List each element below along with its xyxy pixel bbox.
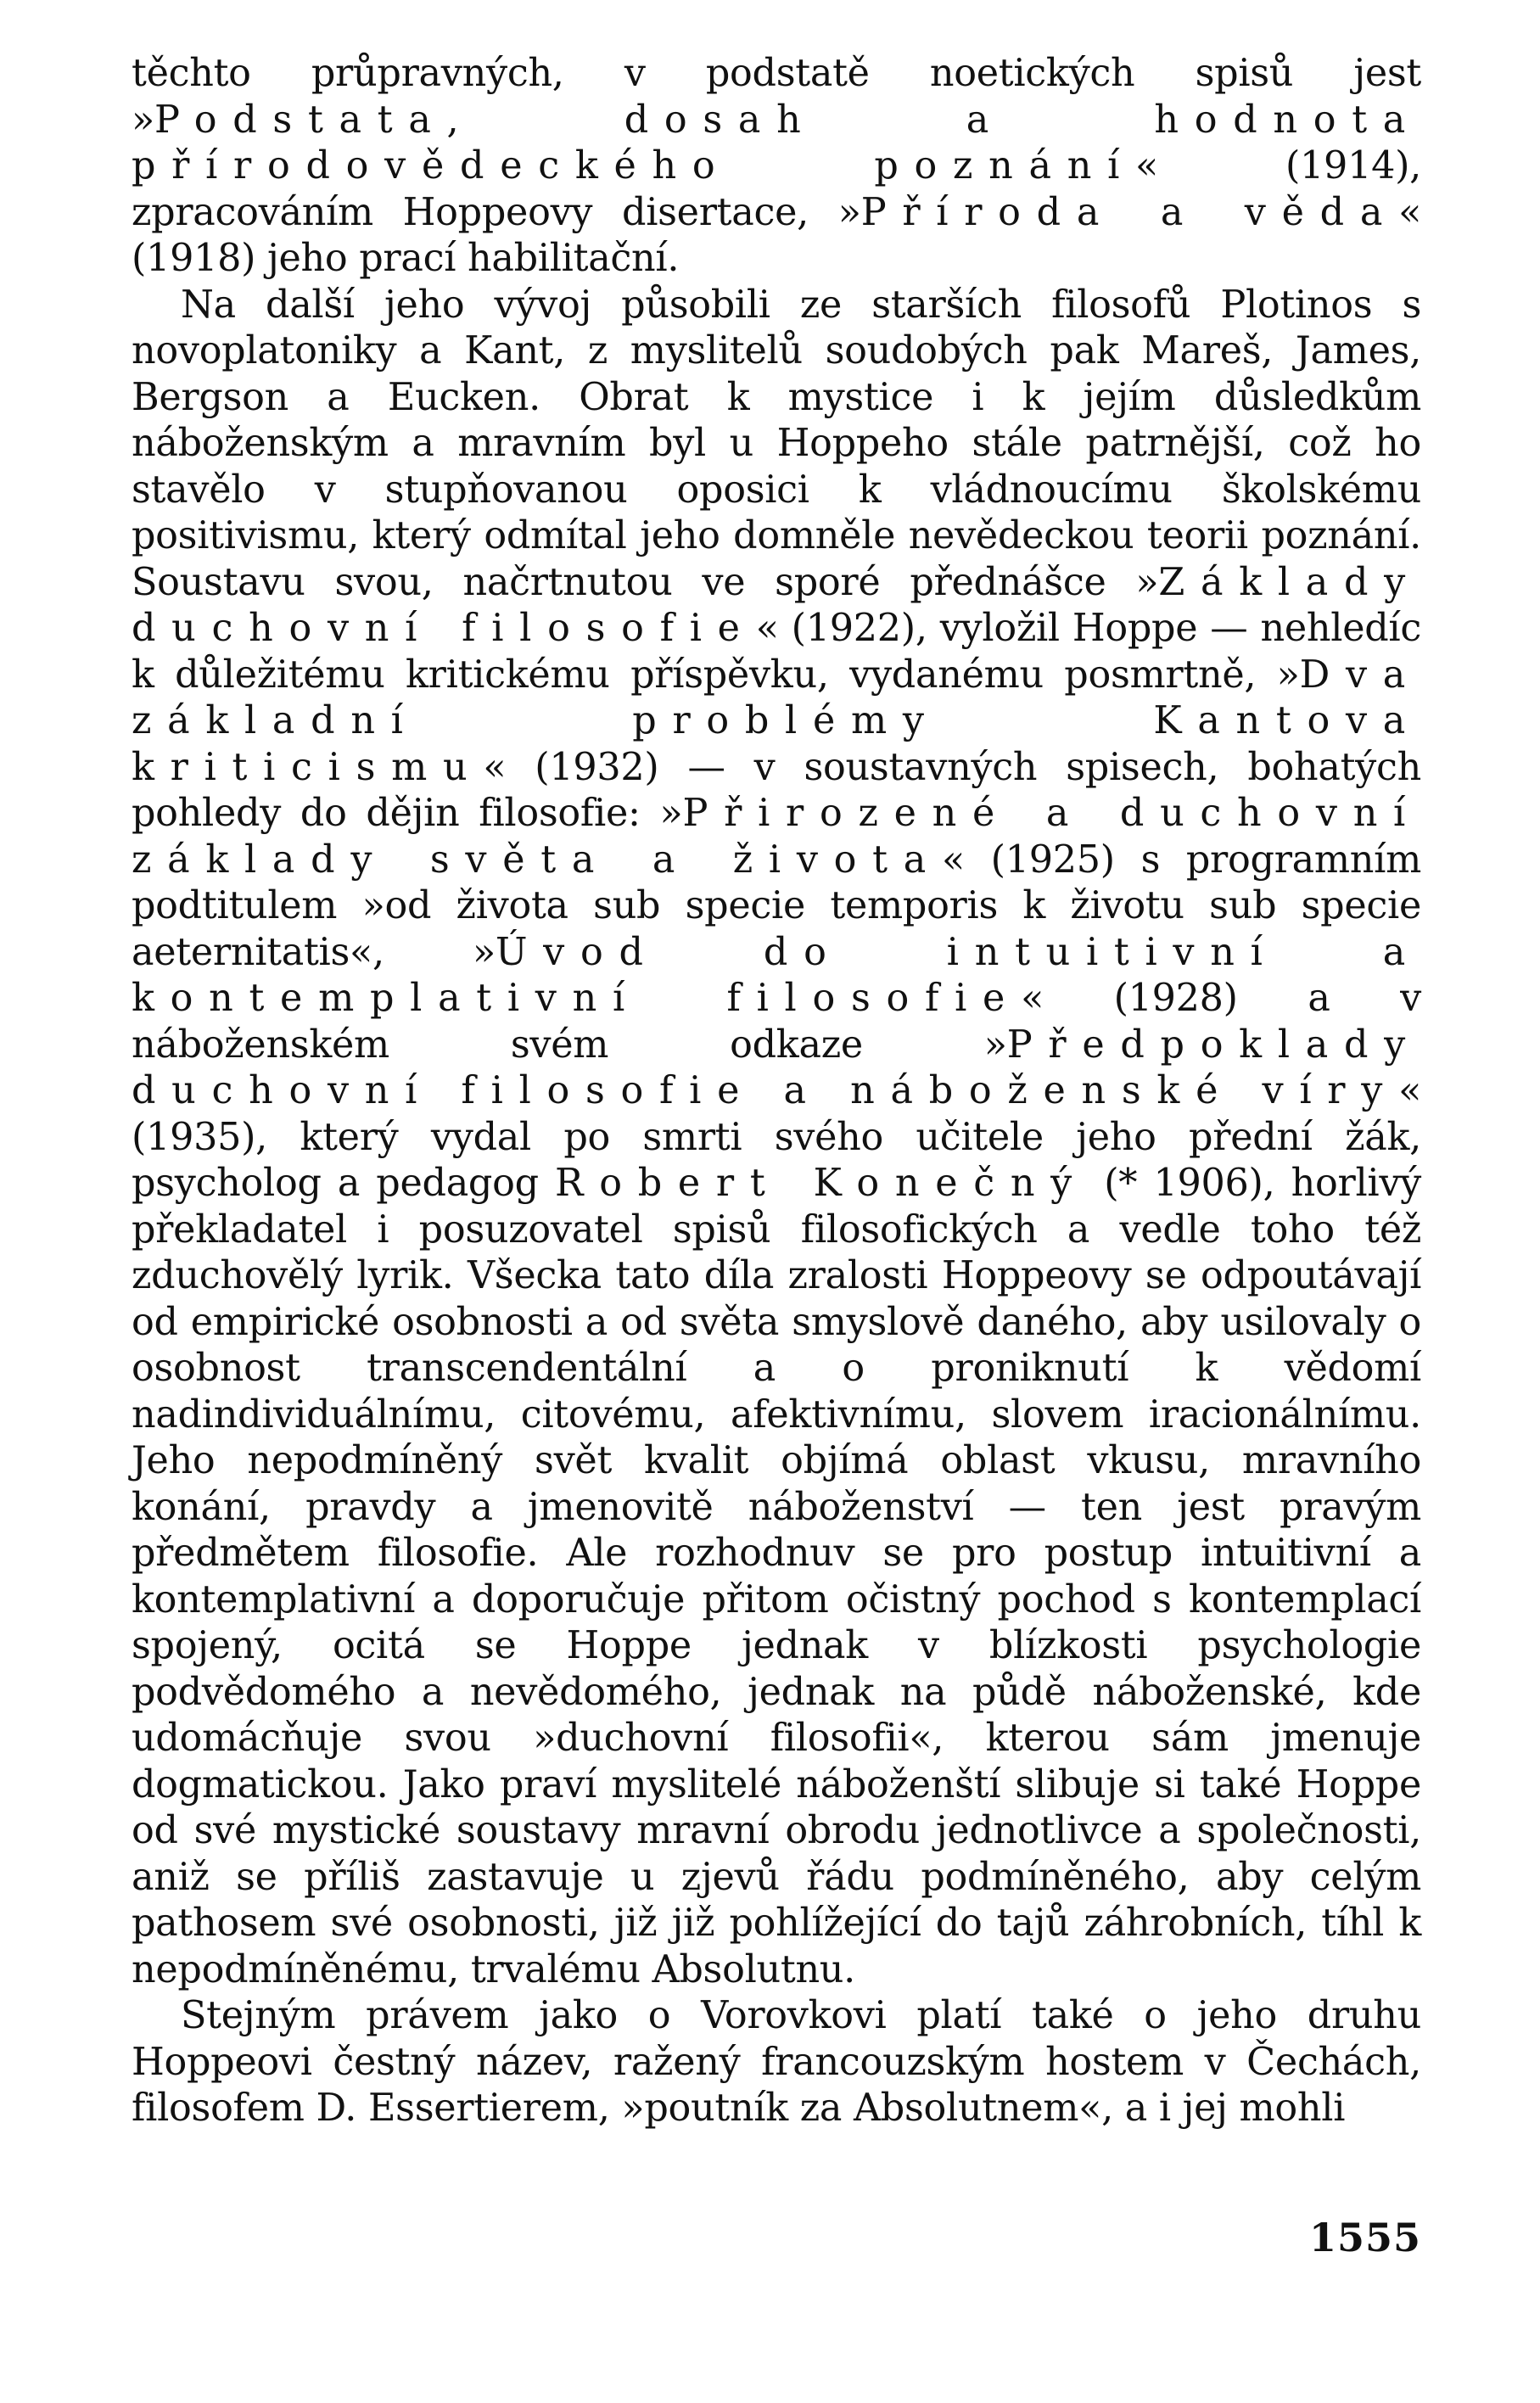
book-title: Úvod do intuitivní a kontemplativní filosofie bbox=[132, 930, 1421, 1020]
text-segment: Stejným právem jako o Vorovkovi platí také o jeho druhu Hoppeovi čestný název, ražený francouzským hostem v Čechách, filosofem D. Essertierem, »poutník za Absolutnem«, a i jej mohli bbox=[132, 1994, 1421, 2130]
book-title: Předpoklady duchovní filosofie a náboženské víry bbox=[132, 1022, 1421, 1112]
text-segment: (* 1906), horlivý překladatel i posuzovatel spisů filosofických a vedle toho též zduchovělý lyrik. Všecka tato díla zralosti Hoppeovy se odpoutávají od empirické osobnosti a od světa smyslově daného, aby usilovaly o osobnost transcendentální a o proniknutí k vědomí nadindividuálnímu, citovému, afektivnímu, slovem iracionálnímu. Jeho nepodmíněný svět kvalit objímá oblast vkusu, mravního konání, pravdy a jmenovitě náboženství — ten jest pravým předmětem filosofie. Ale rozhodnuv se pro postup intuitivní a kontemplativní a doporučuje přitom očistný pochod s kontemplací spojený, ocitá se Hoppe jednak v blízkosti psychologie podvědomého a nevědomého, jednak na půdě náboženské, kde udomácňuje svou »duchovní filosofii«, kterou sám jmenuje dogmatickou. Jako praví myslitelé náboženští slibuje si také Hoppe od své mystické soustavy mravní obrodu jednotlivce a společnosti, aniž se příliš zastavuje u zjevů řádu podmíněného, aby celým pathosem své osobnosti, již již pohlížející do tajů záhrobních, tíhl k nepodmíněnému, trvalému Absolutnu. bbox=[132, 1162, 1421, 1991]
text-segment: « (1928) a v náboženském svém odkaze » bbox=[132, 977, 1421, 1067]
page-number: 1555 bbox=[1308, 2215, 1421, 2260]
text-segment: « (1932) — v soustavných spisech, bohatých pohledy do dějin filosofie: » bbox=[132, 745, 1421, 835]
paragraph bbox=[132, 1993, 1421, 2132]
paragraph-continuation bbox=[132, 51, 1421, 283]
person-name: Robert Konečný bbox=[555, 1162, 1089, 1205]
text-segment: « (1914), zpracováním Hoppeovy disertace, » bbox=[132, 144, 1421, 234]
page-content bbox=[132, 51, 1421, 2376]
book-title: Podstata, dosah a hodnota přírodovědeckého poznání bbox=[132, 98, 1421, 188]
text-segment: « (1935), který vydal po smrti svého učitele jeho přední žák, psycholog a pedagog bbox=[132, 1069, 1421, 1205]
book-title: Příroda a věda bbox=[860, 190, 1399, 234]
text-segment: těchto průpravných, v podstatě noetických spisů jest » bbox=[132, 52, 1421, 142]
text-segment: « (1918) jeho prací habilitační. bbox=[132, 190, 1421, 280]
text-segment: Na další jeho vývoj působili ze starších filosofů Plotinos s novoplatoniky a Kant, z myslitelů soudobých pak Mareš, James, Bergson a Eucken. Obrat k mystice i k jejím důsledkům náboženským a mravním byl u Hoppeho stále patrnější, což ho stavělo v stupňovanou oposici k vládnoucímu školskému positivismu, který odmítal jeho domněle nevědeckou teorii poznání. Soustavu svou, načrtnutou ve sporé přednášce » bbox=[132, 283, 1421, 604]
book-title: Základy duchovní filosofie bbox=[132, 560, 1421, 650]
text-block bbox=[132, 51, 1421, 2132]
paragraph bbox=[132, 283, 1421, 1994]
book-title: Přirozené a duchovní základy světa a života bbox=[132, 792, 1421, 882]
text-segment: « (1925) s programním podtitulem »od života sub specie temporis k životu sub specie aeternitatis«, » bbox=[132, 837, 1421, 974]
text-segment: « (1922), vyložil Hoppe — nehledíc k důležitému kritickému příspěvku, vydanému posmrtně, » bbox=[132, 607, 1421, 697]
book-title: Dva základní problémy Kantova kriticismu bbox=[132, 653, 1421, 789]
